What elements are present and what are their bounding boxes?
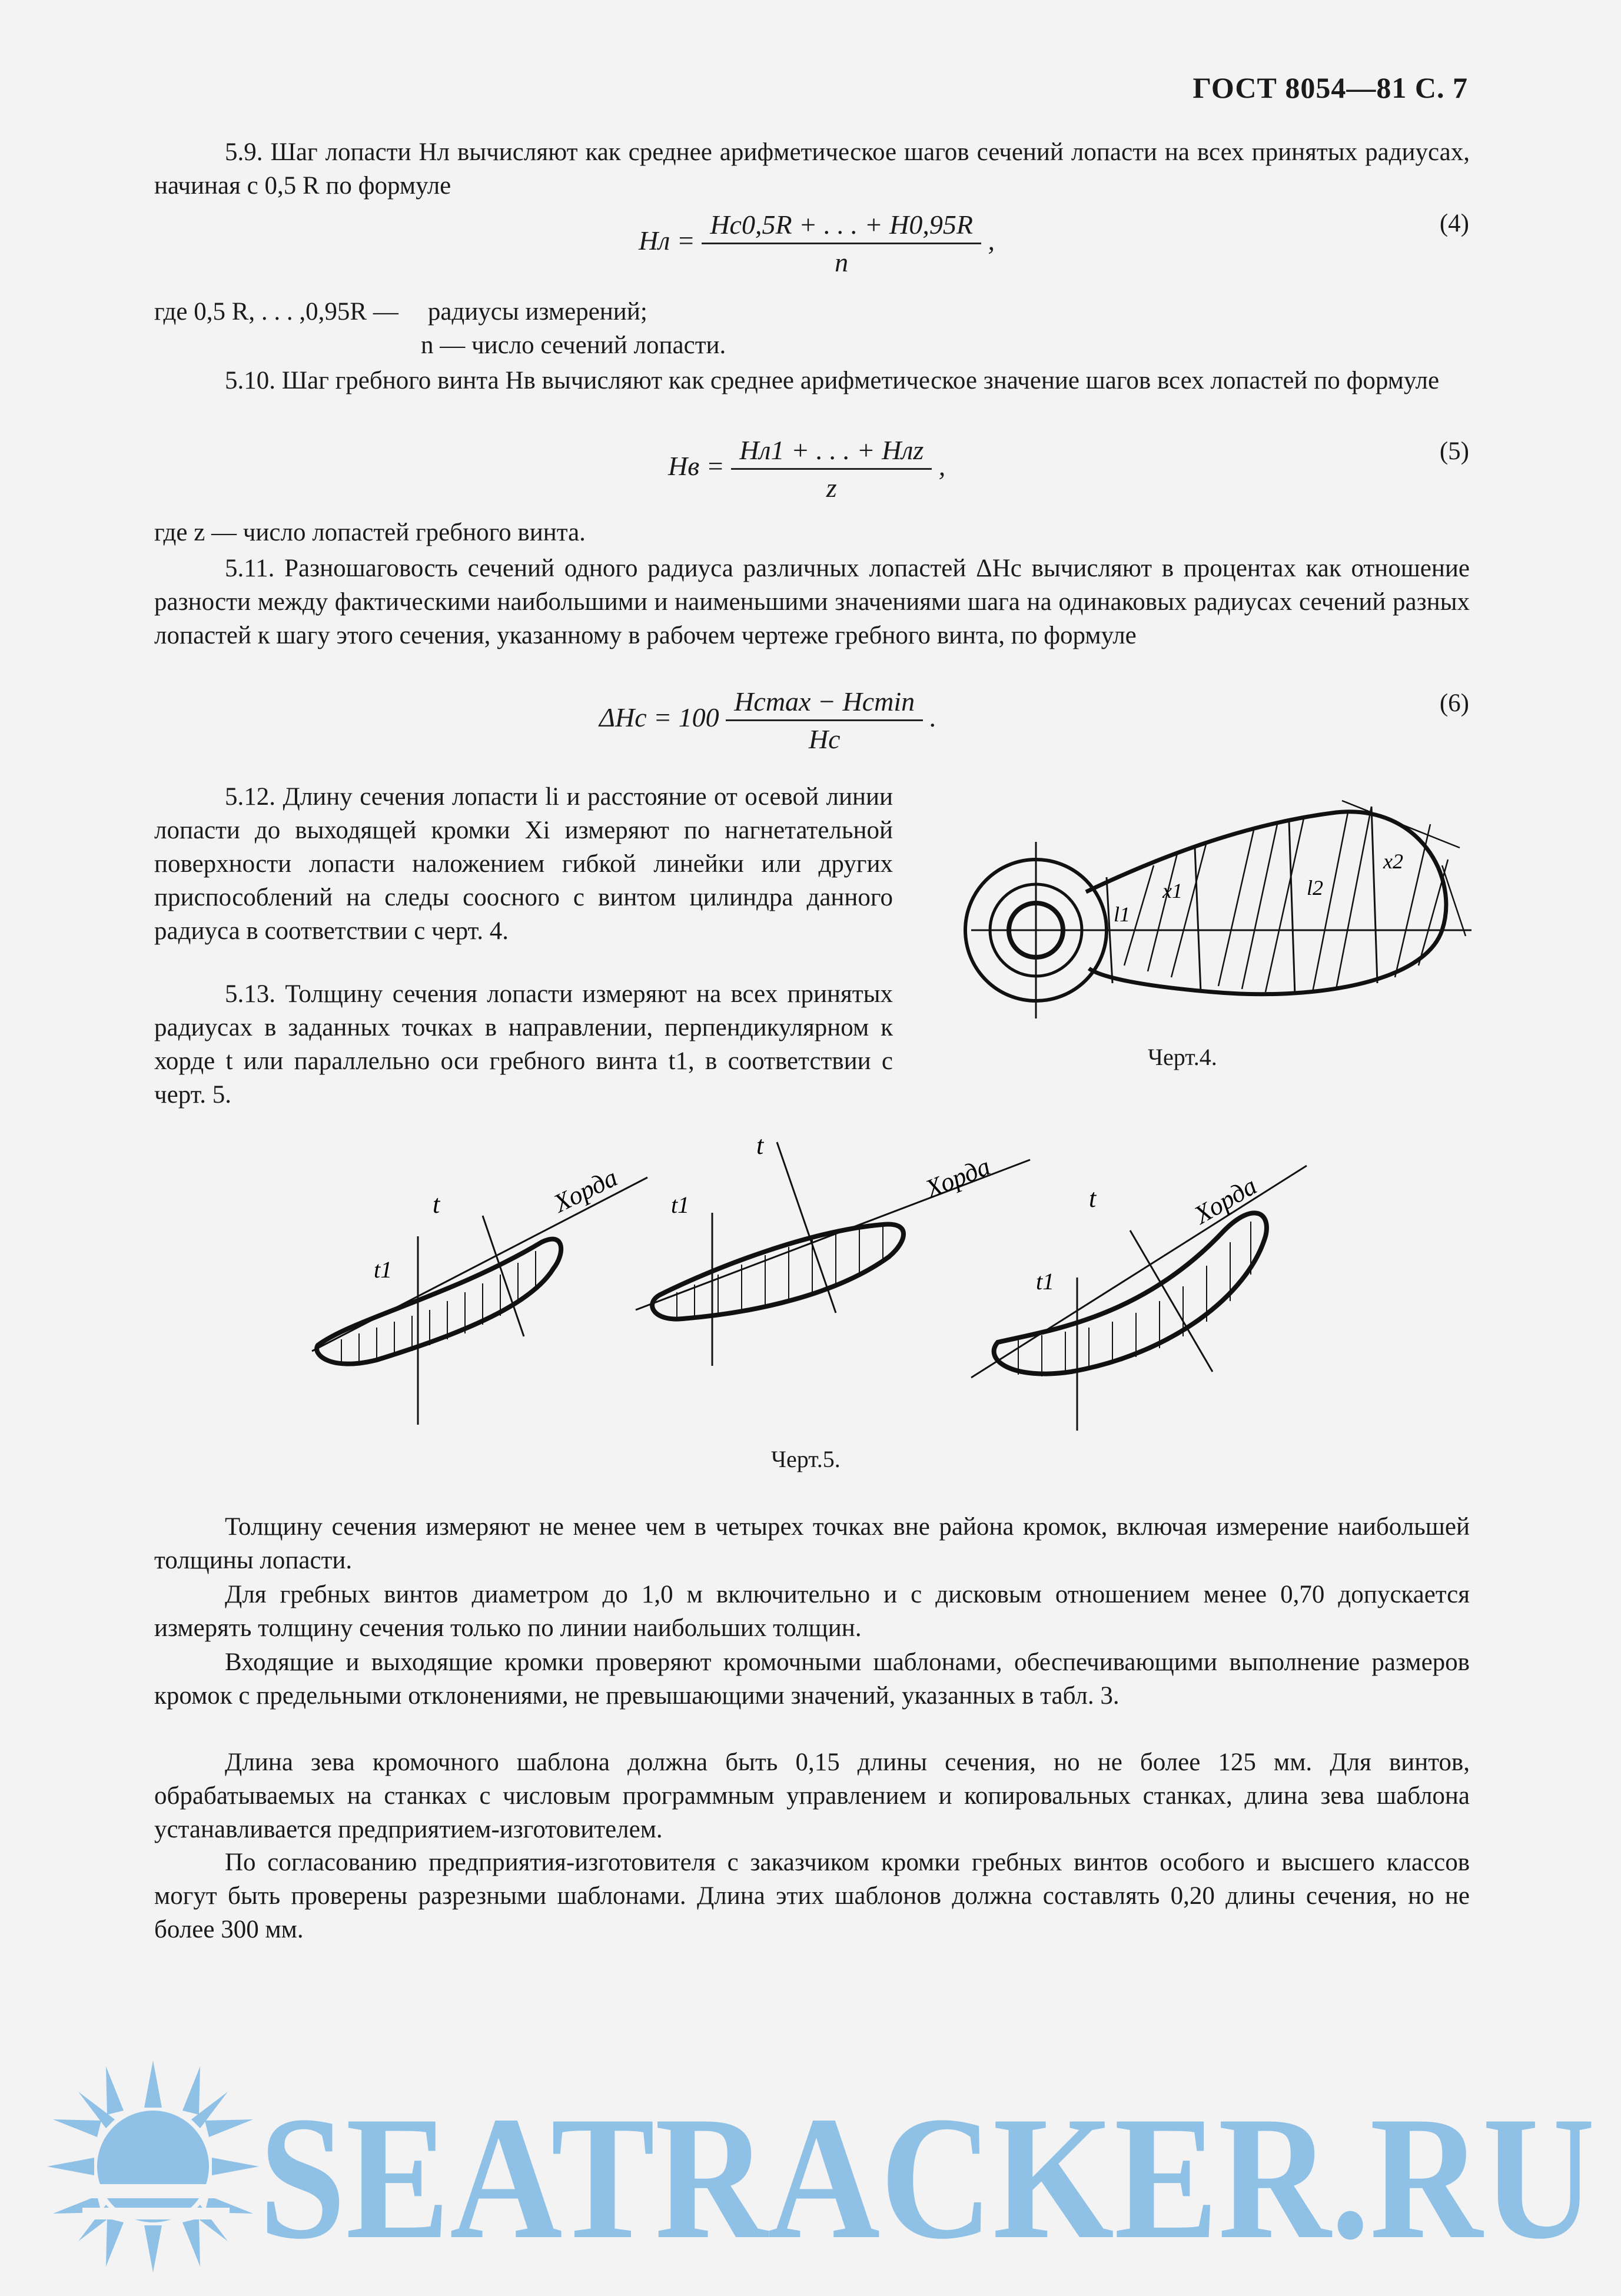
formula-6-numerator: Hcmax − Hcmin bbox=[726, 686, 923, 721]
figure-5-3-label-t: t bbox=[1089, 1184, 1097, 1213]
figure-5-3-label-t1: t1 bbox=[1036, 1268, 1055, 1295]
paragraph-thickness-text: Толщину сечения измеряют не менее чем в четырех точках вне района кромок, включая измерение наибольшей толщины лопасти. bbox=[154, 1513, 1470, 1574]
figure-5-1-label-t: t bbox=[433, 1190, 440, 1219]
page-header: ГОСТ 8054—81 С. 7 bbox=[1193, 71, 1468, 104]
formula-5-numerator: Hл1 + . . . + Hлz bbox=[731, 434, 932, 470]
formula-6-tail: . bbox=[929, 702, 937, 733]
formula-4-denominator: n bbox=[835, 247, 849, 277]
paragraph-5-12-text: 5.12. Длину сечения лопасти li и расстояние от осевой линии лопасти до выходящей кромки Xi измеряют по нагнетательной поверхности лопасти наложением гибкой линейки или других приспособлений на следы соосного с винтом цилиндра данного радиуса в соответствии с черт. 4. bbox=[154, 783, 893, 945]
figure-5-1-label-chord: Хорда bbox=[549, 1163, 622, 1218]
where-4-radii-desc: радиусы измерений; bbox=[427, 298, 647, 326]
figure-4-label-x1: x1 bbox=[1162, 879, 1182, 903]
sun-icon bbox=[47, 2061, 259, 2272]
figure-4-caption: Черт.4. bbox=[1148, 1044, 1217, 1070]
paragraph-5-13 bbox=[154, 977, 893, 1111]
where-4-n: n — число сечений лопасти. bbox=[421, 331, 726, 359]
paragraph-template-length bbox=[154, 1746, 1470, 1846]
figure-5-2-label-t1: t1 bbox=[671, 1192, 690, 1218]
paragraph-template-length-text: Длина зева кромочного шаблона должна быть 0,15 длины сечения, но не более 125 мм. Для винтов, обрабатываемых на станках с числовым программным управлением и копировальных станках, длина зева шаблона устанавливается предприятием-изготовителем. bbox=[154, 1748, 1470, 1843]
formula-6-denominator: Hc bbox=[808, 724, 841, 754]
where-5-z: где z — число лопастей гребного винта. bbox=[154, 519, 586, 546]
paragraph-5-9 bbox=[154, 135, 1470, 203]
paragraph-5-10-text: 5.10. Шаг гребного винта Hв вычисляют как среднее арифметическое значение шагов всех лопастей по формуле bbox=[225, 367, 1440, 394]
paragraph-5-11 bbox=[154, 552, 1470, 652]
figure-5-drawing bbox=[306, 1119, 1330, 1436]
paragraph-5-9-text: 5.9. Шаг лопасти Hл вычисляют как среднее арифметическое шагов сечений лопасти на всех принятых радиусах, начиная с 0,5 R по формуле bbox=[154, 138, 1470, 200]
figure-5-2-label-t: t bbox=[756, 1131, 764, 1160]
formula-5-denominator: z bbox=[826, 473, 837, 503]
formula-5-tail: , bbox=[938, 451, 946, 482]
where-4-radii bbox=[154, 297, 647, 326]
figure-4-label-l1: l1 bbox=[1114, 903, 1131, 926]
paragraph-edges-text: Входящие и выходящие кромки проверяют кромочными шаблонами, обеспечивающими выполнение размеров кромок с предельными отклонениями, не превышающими значений, указанных в табл. 3. bbox=[154, 1648, 1470, 1710]
formula-5 bbox=[668, 434, 945, 503]
figure-5-3-label-chord: Хорда bbox=[1189, 1171, 1262, 1230]
formula-5-lhs: Hв = bbox=[668, 451, 725, 482]
equation-number-6: (6) bbox=[1439, 689, 1469, 717]
paragraph-agreement bbox=[154, 1846, 1470, 1946]
formula-4 bbox=[639, 209, 995, 278]
paragraph-thickness bbox=[154, 1510, 1470, 1577]
formula-4-lhs: Hл = bbox=[639, 225, 695, 256]
figure-4-drawing bbox=[959, 789, 1477, 1036]
watermark-text: SEATRACKER.RU bbox=[259, 2080, 1595, 2275]
figure-5-2-label-chord: Хорда bbox=[921, 1152, 995, 1204]
figure-4-label-l2: l2 bbox=[1307, 876, 1324, 900]
paragraph-5-13-text: 5.13. Толщину сечения лопасти измеряют на всех принятых радиусах в заданных точках в направлении, перпендикулярном к хорде t или параллельно оси гребного винта t1, в соответствии с черт. 5. bbox=[154, 980, 893, 1109]
figure-5-1-label-t1: t1 bbox=[374, 1256, 393, 1283]
formula-6-lhs: ΔHc = 100 bbox=[599, 702, 719, 733]
equation-number-5: (5) bbox=[1439, 437, 1469, 465]
paragraph-edges bbox=[154, 1645, 1470, 1713]
equation-number-4: (4) bbox=[1439, 210, 1469, 237]
paragraph-5-11-text: 5.11. Разношаговость сечений одного радиуса различных лопастей ΔHc вычисляют в процентах как отношение разности между фактическими наибольшими и наименьшими значениями шага на одинаковых радиусах сечений разных лопастей к шагу этого сечения, указанному в рабочем чертеже гребного винта, по формуле bbox=[154, 555, 1470, 649]
paragraph-5-10 bbox=[154, 364, 1470, 397]
formula-4-numerator: Hc0,5R + . . . + H0,95R bbox=[702, 209, 981, 244]
paragraph-5-12 bbox=[154, 780, 893, 948]
watermark-logo bbox=[35, 2049, 1613, 2284]
where-4-radii-term: где 0,5 R, . . . ,0,95R — bbox=[154, 298, 398, 326]
formula-6 bbox=[599, 686, 936, 755]
figure-5-caption: Черт.5. bbox=[771, 1446, 841, 1472]
formula-4-tail: , bbox=[988, 225, 995, 256]
paragraph-diameter-text: Для гребных винтов диаметром до 1,0 м включительно и с дисковым отношением менее 0,70 допускается измерять толщину сечения только по линии наибольших толщин. bbox=[154, 1581, 1470, 1642]
paragraph-agreement-text: По согласованию предприятия-изготовителя с заказчиком кромки гребных винтов особого и высшего классов могут быть проверены разрезными шаблонами. Длина этих шаблонов должна составлять 0,20 длины сечения, но не более 300 мм. bbox=[154, 1849, 1470, 1943]
paragraph-diameter bbox=[154, 1578, 1470, 1645]
figure-4-label-x2: x2 bbox=[1383, 850, 1403, 873]
